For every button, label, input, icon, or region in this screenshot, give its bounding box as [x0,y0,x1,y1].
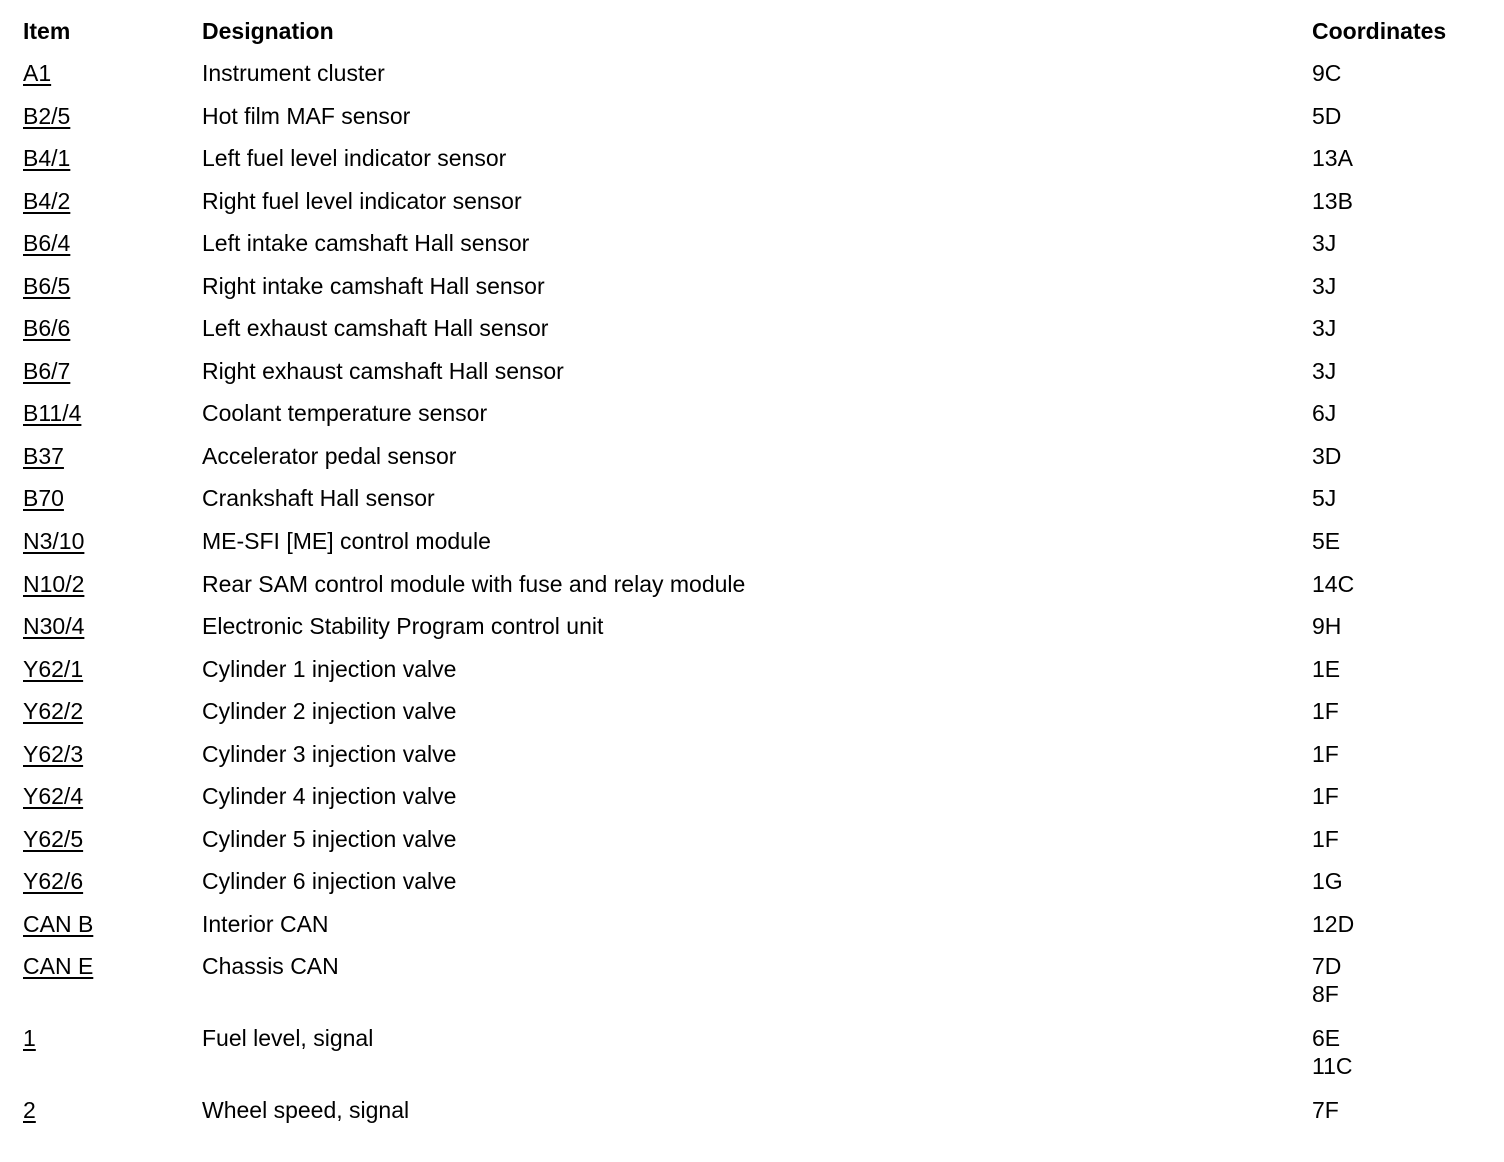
designation-text: Crankshaft Hall sensor [202,485,435,512]
coordinates-cell [1312,571,1354,599]
item-link[interactable]: CAN B [23,910,94,937]
coordinates-cell [1312,656,1340,684]
coordinate-value: 12D [1312,910,1355,937]
coordinates-cell [1312,953,1341,1008]
coordinates-cell [1312,315,1336,343]
coordinate-value: 1E [1312,655,1341,682]
coordinate-value: 7F [1312,1096,1339,1123]
table-row [0,698,1504,741]
coordinates-cell [1312,485,1336,513]
coordinate-value: 1G [1312,868,1343,895]
coordinates-cell [1312,358,1336,386]
coordinate-value: 1F [1312,825,1339,852]
item-link[interactable]: 2 [23,1096,36,1123]
table-row [0,741,1504,784]
coordinate-value: 11C [1312,1052,1353,1079]
table-row [0,188,1504,231]
table-row [0,103,1504,146]
table-row [0,656,1504,699]
coordinates-cell [1312,528,1340,556]
designation-text: ME-SFI [ME] control module [202,528,491,555]
table-row [0,868,1504,911]
coordinate-value: 8F [1312,980,1339,1007]
item-link[interactable]: N30/4 [23,613,85,640]
coordinate-value: 3J [1312,357,1337,384]
item-link[interactable]: 1 [23,1025,36,1052]
coordinates-cell [1312,273,1336,301]
item-link[interactable]: Y62/4 [23,783,84,810]
item-link[interactable]: Y62/3 [23,740,84,767]
designation-text: Wheel speed, signal [202,1096,410,1123]
coordinates-cell [1312,868,1343,896]
item-link[interactable]: Y62/2 [23,698,84,725]
coordinates-cell [1312,1097,1339,1125]
coordinates-cell [1312,400,1336,428]
table-row [0,783,1504,826]
table-row [0,145,1504,188]
coordinates-cell [1312,826,1339,854]
coordinates-cell [1312,613,1341,641]
item-link[interactable]: B37 [23,442,64,469]
coordinates-cell [1312,443,1341,471]
designation-text: Cylinder 3 injection valve [202,740,457,767]
coordinate-value: 3J [1312,230,1337,257]
designation-text: Right intake camshaft Hall sensor [202,272,545,299]
coordinates-cell [1312,145,1353,173]
table-row [0,485,1504,528]
table-row [0,315,1504,358]
item-link[interactable]: B11/4 [23,400,82,427]
item-link[interactable]: Y62/6 [23,868,84,895]
designation-text: Interior CAN [202,910,329,937]
header-designation: Designation [202,18,334,44]
coordinates-cell [1312,741,1339,769]
header-item: Item [23,18,71,44]
designation-text: Left intake camshaft Hall sensor [202,230,530,257]
coordinate-value: 13B [1312,187,1353,214]
coordinate-value: 6E [1312,1025,1341,1052]
table-row [0,230,1504,273]
designation-text: Cylinder 1 injection valve [202,655,457,682]
table-row [0,1025,1504,1097]
designation-text: Left exhaust camshaft Hall sensor [202,315,549,342]
coordinate-value: 1F [1312,783,1339,810]
table-row [0,826,1504,869]
table-row [0,571,1504,614]
coordinate-value: 7D [1312,953,1342,980]
designation-text: Electronic Stability Program control unit [202,613,604,640]
item-link[interactable]: B2/5 [23,102,71,129]
designation-text: Cylinder 4 injection valve [202,783,457,810]
table-row [0,273,1504,316]
table-row [0,1097,1504,1140]
coordinate-value: 14C [1312,570,1355,597]
item-link[interactable]: N3/10 [23,528,85,555]
coordinate-value: 13A [1312,145,1353,172]
table-header [0,18,1504,50]
designation-text: Fuel level, signal [202,1025,374,1052]
table-row [0,60,1504,103]
legend-table-body [0,60,1504,1139]
item-link[interactable]: Y62/1 [23,655,84,682]
coordinates-cell [1312,911,1354,939]
coordinate-value: 5D [1312,102,1342,129]
coordinate-value: 5E [1312,528,1341,555]
coordinate-value: 9H [1312,613,1342,640]
coordinates-cell [1312,1025,1353,1080]
designation-text: Accelerator pedal sensor [202,442,457,469]
table-row [0,528,1504,571]
item-link[interactable]: N10/2 [23,570,85,597]
coordinate-value: 3J [1312,272,1337,299]
coordinates-cell [1312,230,1336,258]
designation-text: Chassis CAN [202,953,339,980]
coordinates-cell [1312,698,1339,726]
coordinates-cell [1312,783,1339,811]
table-row [0,443,1504,486]
coordinate-value: 1F [1312,698,1339,725]
item-link[interactable]: B70 [23,485,64,512]
item-link[interactable]: B6/4 [23,230,71,257]
coordinate-value: 9C [1312,60,1342,86]
coordinates-cell [1312,188,1353,216]
designation-text: Right exhaust camshaft Hall sensor [202,357,564,384]
item-link[interactable]: B4/2 [23,187,71,214]
coordinate-value: 3J [1312,315,1337,342]
item-link[interactable]: CAN E [23,953,94,980]
table-row [0,953,1504,1025]
item-link[interactable]: B6/6 [23,315,71,342]
item-link[interactable]: B6/5 [23,272,71,299]
designation-text: Right fuel level indicator sensor [202,187,522,214]
item-link[interactable]: A1 [23,60,52,86]
item-link[interactable]: Y62/5 [23,825,84,852]
coordinates-cell [1312,60,1341,88]
table-row [0,613,1504,656]
coordinate-value: 1F [1312,740,1339,767]
item-link[interactable]: B4/1 [23,145,71,172]
designation-text: Cylinder 6 injection valve [202,868,457,895]
coordinate-value: 3D [1312,442,1342,469]
designation-text: Cylinder 2 injection valve [202,698,457,725]
designation-text: Rear SAM control module with fuse and relay module [202,570,746,597]
coordinate-value: 5J [1312,485,1337,512]
item-link[interactable]: B6/7 [23,357,71,384]
table-row [0,911,1504,954]
table-row [0,358,1504,401]
designation-text: Cylinder 5 injection valve [202,825,457,852]
designation-text: Instrument cluster [202,60,385,86]
coordinate-value: 6J [1312,400,1337,427]
designation-text: Left fuel level indicator sensor [202,145,507,172]
table-row [0,400,1504,443]
designation-text: Hot film MAF sensor [202,102,411,129]
coordinates-cell [1312,103,1341,131]
header-coordinates: Coordinates [1312,18,1447,44]
designation-text: Coolant temperature sensor [202,400,488,427]
